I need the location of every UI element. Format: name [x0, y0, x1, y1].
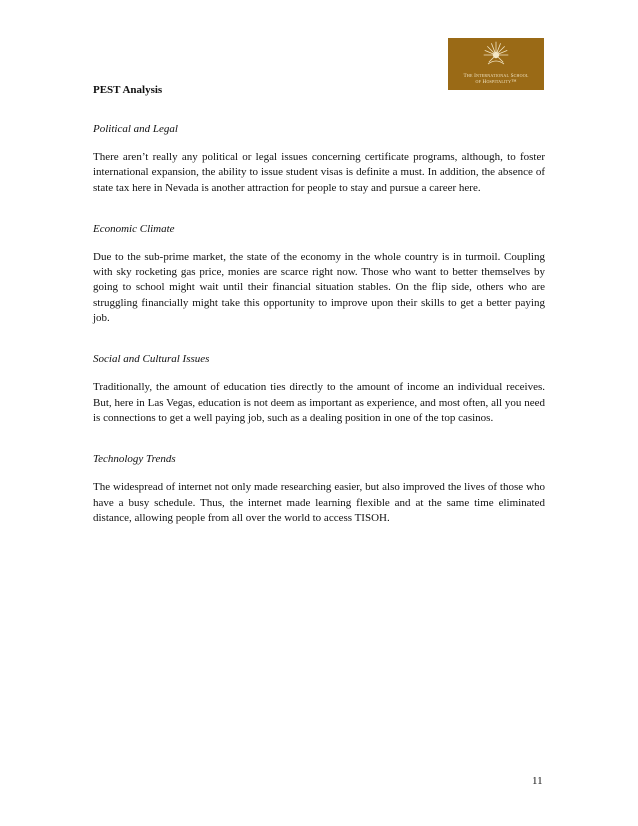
document-content: [93, 83, 545, 552]
section-heading: Political and Legal: [93, 123, 178, 135]
section-heading: Economic Climate: [93, 222, 175, 235]
section-social-cultural: [93, 352, 545, 426]
section-heading: Social and Cultural Issues: [93, 353, 210, 366]
section-body: Due to the sub-prime market, the state of the economy in the whole country is in turmoil. Coupling with sky rocketing gas price, monies are scarce right now. Those who want to better themselves by going to school might wait until their financial situation stables. On the flip side, others who are struggling financially might take this opportunity to improve upon their skills to get a better paying job.: [93, 250, 545, 325]
logo-text-line-1: The International School: [463, 73, 529, 79]
section-economic-climate: [93, 222, 545, 326]
section-heading: Technology Trends: [93, 453, 176, 466]
logo-text-line-2: of Hospitality™: [475, 79, 517, 85]
section-political-legal: [93, 122, 545, 196]
page-number: 11: [532, 775, 543, 787]
section-body: There aren’t really any political or legal issues concerning certificate programs, although, to foster international expansion, the ability to issue student visas is definite a must. In addition, the absence of state tax here in Nevada is another attraction for people to stay and pursue a career here.: [93, 151, 545, 194]
section-body: Traditionally, the amount of education ties directly to the amount of income an individual receives. But, here in Las Vegas, education is not deem as important as experience, and most often, all you need is connections to get a well paying job, such as a dealing position in one of the top casinos.: [93, 381, 545, 424]
section-technology-trends: [93, 452, 545, 526]
section-body: The widespread of internet not only made researching easier, but also improved the lives of those who have a busy schedule. Thus, the internet made learning flexible and at the same time eliminated distance, allowing people from all over the world to access TISOH.: [93, 481, 545, 524]
page-title: PEST Analysis: [93, 84, 163, 96]
